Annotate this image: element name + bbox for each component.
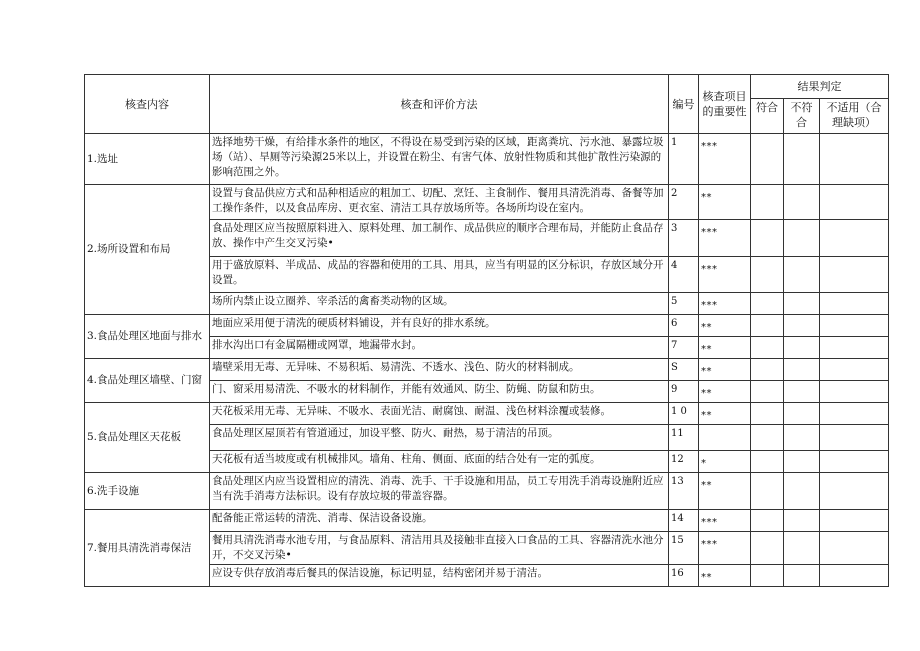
header-category: 核查内容 [85,75,210,134]
method-cell: 天花板采用无毒、无异味、不吸水、表面光洁、耐腐蚀、耐温、浅色材料涂覆或装修。 [210,403,669,425]
number-cell: 5 [669,293,699,315]
result-nonconform-cell[interactable] [784,134,820,185]
importance-cell: ** [699,185,751,220]
importance-cell [699,425,751,451]
method-cell: 门、窗采用易清洗、不吸水的材料制作，并能有效通风、防尘、防蝇、防鼠和防虫。 [210,381,669,403]
table-row [85,359,889,381]
result-na-cell[interactable] [820,220,889,257]
result-na-cell[interactable] [820,315,889,337]
importance-cell: * [699,451,751,473]
result-na-cell[interactable] [820,134,889,185]
result-na-cell[interactable] [820,337,889,359]
result-nonconform-cell[interactable] [784,359,820,381]
number-cell: 6 [669,315,699,337]
result-conform-cell[interactable] [751,293,784,315]
number-cell: 1 0 [669,403,699,425]
result-nonconform-cell[interactable] [784,185,820,220]
result-nonconform-cell[interactable] [784,257,820,293]
method-cell: 食品处理区屋顶若有管道通过，加设平整、防火、耐热，易于清洁的吊顶。 [210,425,669,451]
result-conform-cell[interactable] [751,532,784,565]
importance-cell: *** [699,220,751,257]
importance-cell: ** [699,359,751,381]
number-cell: 4 [669,257,699,293]
category-cell: 3.食品处理区地面与排水 [85,315,210,359]
result-nonconform-cell[interactable] [784,473,820,510]
result-na-cell[interactable] [820,532,889,565]
result-conform-cell[interactable] [751,565,784,587]
importance-cell: ** [699,381,751,403]
result-conform-cell[interactable] [751,337,784,359]
table-row [85,403,889,425]
importance-cell: ** [699,403,751,425]
importance-cell: *** [699,510,751,532]
number-cell: 3 [669,220,699,257]
result-conform-cell[interactable] [751,134,784,185]
method-cell: 地面应采用便于清洗的硬质材料铺设，并有良好的排水系统。 [210,315,669,337]
number-cell: 14 [669,510,699,532]
method-cell: 设置与食品供应方式和品种相适应的粗加工、切配、烹饪、主食制作、餐用具清洗消毒、备餐等加工操作条件，以及食品库房、更衣室、清洁工具存放场所等。各场所均设在室内。 [210,185,669,220]
result-nonconform-cell[interactable] [784,293,820,315]
header-nonconform: 不符合 [784,99,820,134]
method-cell: 应设专供存放消毒后餐具的保洁设施，标记明显，结构密闭并易于清洁。 [210,565,669,587]
result-conform-cell[interactable] [751,381,784,403]
importance-cell: *** [699,134,751,185]
result-na-cell[interactable] [820,403,889,425]
result-conform-cell[interactable] [751,451,784,473]
result-nonconform-cell[interactable] [784,403,820,425]
result-conform-cell[interactable] [751,257,784,293]
method-cell: 天花板有适当坡度或有机械排风。墙角、柱角、侧面、底面的结合处有一定的弧度。 [210,451,669,473]
number-cell: 11 [669,425,699,451]
table-row [85,134,889,185]
header-method: 核查和评价方法 [210,75,669,134]
result-nonconform-cell[interactable] [784,532,820,565]
result-nonconform-cell[interactable] [784,510,820,532]
number-cell: 12 [669,451,699,473]
header-importance: 核查项目的重要性 [699,75,751,134]
category-cell: 4.食品处理区墙壁、门窗 [85,359,210,403]
number-cell: 13 [669,473,699,510]
importance-cell: ** [699,473,751,510]
importance-cell: ** [699,565,751,587]
result-na-cell[interactable] [820,185,889,220]
importance-cell: *** [699,532,751,565]
result-na-cell[interactable] [820,473,889,510]
table-row [85,185,889,220]
result-conform-cell[interactable] [751,425,784,451]
number-cell: 2 [669,185,699,220]
method-cell: 食品处理区应当按照原料进入、原料处理、加工制作、成品供应的顺序合理布局，并能防止食品存放、操作中产生交叉污染• [210,220,669,257]
result-conform-cell[interactable] [751,510,784,532]
table-row [85,473,889,510]
result-nonconform-cell[interactable] [784,565,820,587]
number-cell: S [669,359,699,381]
result-conform-cell[interactable] [751,220,784,257]
result-nonconform-cell[interactable] [784,220,820,257]
result-na-cell[interactable] [820,381,889,403]
method-cell: 用于盛放原料、半成品、成品的容器和使用的工具、用具，应当有明显的区分标识，存放区域分开设置。 [210,257,669,293]
result-conform-cell[interactable] [751,185,784,220]
category-cell: 7.餐用具清洗消毒保洁 [85,510,210,587]
result-na-cell[interactable] [820,293,889,315]
method-cell: 食品处理区内应当设置相应的清洗、消毒、洗手、干手设施和用品，员工专用洗手消毒设施附近应当有洗手消毒方法标识。设有存放垃圾的带盖容器。 [210,473,669,510]
category-cell: 1.选址 [85,134,210,185]
method-cell: 配备能正常运转的清洗、消毒、保洁设备设施。 [210,510,669,532]
number-cell: 16 [669,565,699,587]
result-na-cell[interactable] [820,510,889,532]
importance-cell: ** [699,315,751,337]
number-cell: 15 [669,532,699,565]
method-cell: 餐用具清洗消毒水池专用，与食品原料、清洁用具及接触非直接入口食品的工具、容器清洗水池分开，不交叉污染• [210,532,669,565]
result-nonconform-cell[interactable] [784,425,820,451]
table-row [85,510,889,532]
result-nonconform-cell[interactable] [784,381,820,403]
method-cell: 选择地势干燥，有给排水条件的地区，不得设在易受到污染的区域，距离粪坑、污水池、暴露垃圾场（站）、旱厕等污染源25米以上，并设置在粉尘、有害气体、放射性物质和其他扩散性污染源的影响范围之外。 [210,134,669,185]
header-number: 编号 [669,75,699,134]
number-cell: 9 [669,381,699,403]
result-nonconform-cell[interactable] [784,451,820,473]
category-cell: 5.食品处理区天花板 [85,403,210,473]
method-cell: 场所内禁止设立圈养、宰杀活的禽畜类动物的区域。 [210,293,669,315]
inspection-sheet [84,74,889,587]
table-body [85,134,889,587]
result-nonconform-cell[interactable] [784,315,820,337]
table-row [85,315,889,337]
importance-cell: ** [699,337,751,359]
result-nonconform-cell[interactable] [784,337,820,359]
category-cell: 6.洗手设施 [85,473,210,510]
header-result: 结果判定 [751,75,889,99]
inspection-table [84,74,889,587]
number-cell: 1 [669,134,699,185]
result-conform-cell[interactable] [751,315,784,337]
result-conform-cell[interactable] [751,403,784,425]
method-cell: 排水沟出口有金属隔栅或网罩，地漏带水封。 [210,337,669,359]
importance-cell: *** [699,257,751,293]
result-conform-cell[interactable] [751,473,784,510]
header-not-applicable: 不适用（合理缺项） [820,99,889,134]
category-cell: 2.场所设置和布局 [85,185,210,315]
number-cell: 7 [669,337,699,359]
result-na-cell[interactable] [820,425,889,451]
result-na-cell[interactable] [820,257,889,293]
method-cell: 墙壁采用无毒、无异味、不易积垢、易清洗、不透水、浅色、防火的材料制成。 [210,359,669,381]
result-na-cell[interactable] [820,565,889,587]
result-conform-cell[interactable] [751,359,784,381]
result-na-cell[interactable] [820,451,889,473]
importance-cell: *** [699,293,751,315]
header-conform: 符合 [751,99,784,134]
result-na-cell[interactable] [820,359,889,381]
